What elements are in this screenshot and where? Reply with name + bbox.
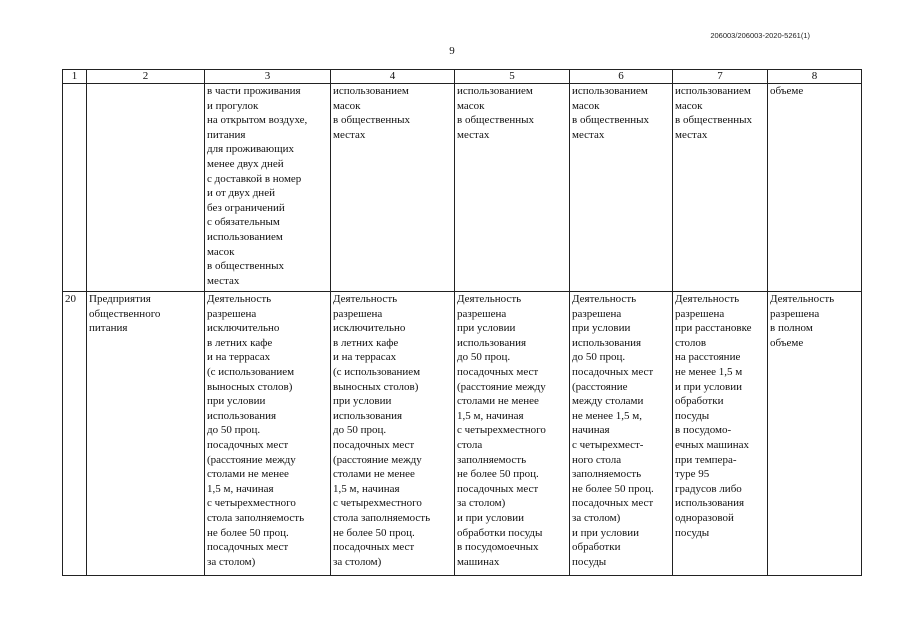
row-number-cell: 20 [63,292,87,576]
document-id: 206003/206003-2020-5261(1) [710,31,810,40]
table-cell: Деятельность разрешена в полном объеме [768,292,862,576]
column-number: 3 [205,70,331,84]
column-number-header-row [63,70,862,84]
table-cell: Деятельность разрешена при расстановке столов на расстояние не менее 1,5 м и при условии обработки посуды в посудомо- ечных машинах при темпера- туре 95 градусов либо использования одноразовой посуды [673,292,768,576]
table-cell: объеме [768,84,862,292]
column-number: 5 [455,70,570,84]
table-cell: использованием масок в общественных местах [331,84,455,292]
column-number: 7 [673,70,768,84]
table-cell: Деятельность разрешена при условии использования до 50 проц. посадочных мест (расстояние между столами не менее 1,5 м, начиная с четырехместного стола заполняемость не более 50 проц. посадочных мест за столом) и при условии обработки посуды в посудомоечных машинах [455,292,570,576]
table-cell: Деятельность разрешена при условии использования до 50 проц. посадочных мест (расстояние между столами не менее 1,5 м, начиная с четырехмест- ного стола заполняемость не более 50 проц. посадочных мест за столом) и при условии обработки посуды [570,292,673,576]
column-number: 6 [570,70,673,84]
category-name-cell [87,84,205,292]
column-number: 4 [331,70,455,84]
regulation-table [62,69,862,576]
table-cell: использованием масок в общественных местах [455,84,570,292]
column-number: 2 [87,70,205,84]
table-row [63,84,862,292]
table-cell: в части проживания и прогулок на открытом воздухе, питания для проживающих менее двух дней с доставкой в номер и от двух дней без ограничений с обязательным использованием масок в общественных местах [205,84,331,292]
category-name-cell: Предприятия общественного питания [87,292,205,576]
table-cell: использованием масок в общественных местах [570,84,673,292]
row-number-cell [63,84,87,292]
table-row [63,292,862,576]
column-number: 8 [768,70,862,84]
column-number: 1 [63,70,87,84]
page-number: 9 [449,45,455,57]
table-cell: Деятельность разрешена исключительно в летних кафе и на террасах (с использованием выносных столов) при условии использования до 50 проц. посадочных мест (расстояние между столами не менее 1,5 м, начиная с четырехместного стола заполняемость не более 50 проц. посадочных мест за столом) [205,292,331,576]
table-cell: использованием масок в общественных местах [673,84,768,292]
table-cell: Деятельность разрешена исключительно в летних кафе и на террасах (с использованием выносных столов) при условии использования до 50 проц. посадочных мест (расстояние между столами не менее 1,5 м, начиная с четырехместного стола заполняемость не более 50 проц. посадочных мест за столом) [331,292,455,576]
